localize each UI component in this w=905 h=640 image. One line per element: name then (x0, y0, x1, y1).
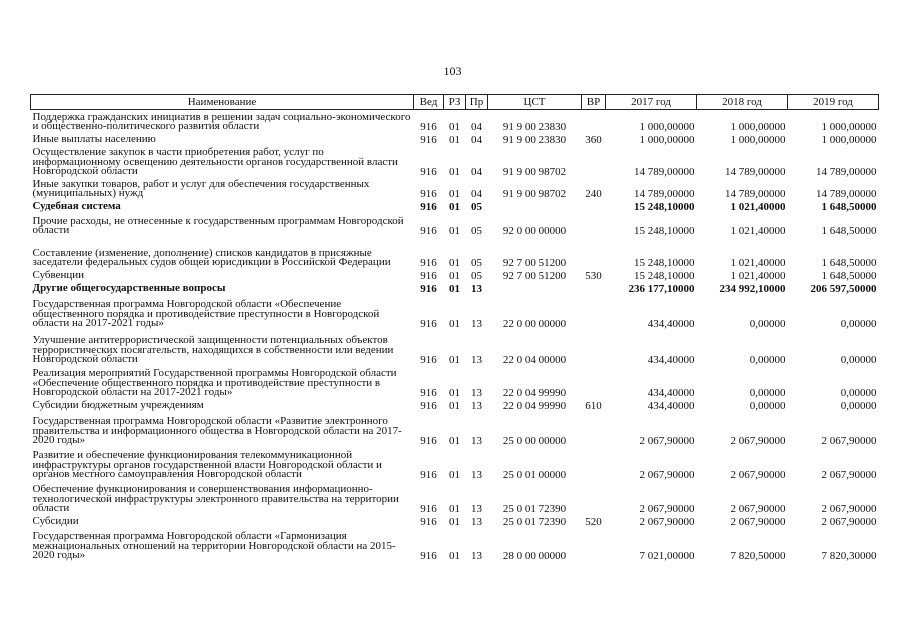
row-vr (582, 145, 606, 177)
row-vr (582, 110, 606, 132)
row-2018: 7 820,50000 (730, 549, 786, 562)
row-pr: 04 (471, 120, 482, 133)
row-2019: 206 597,50000 (810, 282, 877, 295)
row-rz: 01 (449, 165, 460, 178)
table-row (31, 365, 879, 398)
row-vr (582, 446, 606, 480)
row-cst: 25 0 01 72390 (502, 515, 567, 528)
row-ved: 916 (420, 187, 437, 200)
row-cst: 22 0 04 99990 (502, 386, 567, 399)
row-ved: 916 (420, 549, 437, 562)
header-vr: ВР (582, 95, 606, 110)
row-2018: 2 067,90000 (730, 434, 786, 447)
row-vr: 530 (585, 269, 602, 282)
row-2017: 15 248,10000 (634, 256, 695, 269)
table-row (31, 411, 879, 446)
table-row (31, 446, 879, 480)
header-rz: РЗ (444, 95, 466, 110)
header-2019: 2019 год (788, 95, 879, 110)
row-cst: 91 9 00 98702 (502, 187, 567, 200)
row-cst: 28 0 00 00000 (502, 549, 567, 562)
row-pr: 05 (471, 269, 482, 282)
row-2019: 1 648,50000 (821, 224, 877, 237)
row-2018: 1 000,00000 (730, 133, 786, 146)
row-pr: 05 (471, 256, 482, 269)
header-2018: 2018 год (697, 95, 788, 110)
row-cst: 25 0 01 00000 (502, 468, 567, 481)
row-rz: 01 (449, 434, 460, 447)
row-rz: 01 (449, 224, 460, 237)
row-pr: 05 (471, 224, 482, 237)
row-2017: 434,40000 (647, 353, 695, 366)
row-ved: 916 (420, 133, 437, 146)
row-rz: 01 (449, 386, 460, 399)
row-cst: 91 9 00 98702 (502, 165, 567, 178)
row-rz: 01 (449, 317, 460, 330)
table-row (31, 527, 879, 561)
row-2018: 0,00000 (749, 399, 786, 412)
row-pr: 13 (471, 353, 482, 366)
row-2017: 434,40000 (647, 317, 695, 330)
row-name: Государственная программа Новгородской области «Развитие электронного правительства и информационного общества в Новгородской области на 2017-2020 годы» (32, 415, 402, 446)
row-ved: 916 (420, 282, 437, 295)
row-2019: 1 000,00000 (821, 120, 877, 133)
row-2017: 2 067,90000 (639, 515, 695, 528)
table-row (31, 212, 879, 236)
header-name: Наименование (31, 95, 414, 110)
row-ved: 916 (420, 399, 437, 412)
row-2019: 14 789,00000 (816, 187, 877, 200)
table-row (31, 236, 879, 268)
row-2017: 434,40000 (647, 399, 695, 412)
row-cst (488, 281, 582, 294)
row-ved: 916 (420, 386, 437, 399)
row-name: Иные выплаты населению (32, 133, 156, 145)
table-row (31, 281, 879, 294)
row-vr (582, 480, 606, 514)
row-ved: 916 (420, 269, 437, 282)
row-pr: 13 (471, 399, 482, 412)
row-name: Государственная программа Новгородской области «Гармонизация межнациональных отношений на территории Новгородской области на 2015-2020 годы» (32, 530, 396, 561)
row-rz: 01 (449, 269, 460, 282)
row-2019: 1 000,00000 (821, 133, 877, 146)
row-rz: 01 (449, 187, 460, 200)
row-2017: 15 248,10000 (634, 269, 695, 282)
row-name: Составление (изменение, дополнение) списков кандидатов в присяжные заседатели федеральных судов общей юрисдикции в Российской Федерации (32, 246, 391, 268)
row-rz: 01 (449, 282, 460, 295)
row-2018: 0,00000 (749, 317, 786, 330)
row-2018: 1 021,40000 (730, 224, 786, 237)
table-row (31, 268, 879, 281)
row-ved: 916 (420, 224, 437, 237)
row-rz: 01 (449, 133, 460, 146)
row-2017: 2 067,90000 (639, 502, 695, 515)
row-2018: 1 021,40000 (730, 269, 786, 282)
row-2018: 234 992,10000 (719, 282, 786, 295)
header-row (31, 95, 879, 110)
row-2019: 0,00000 (840, 399, 877, 412)
row-ved: 916 (420, 515, 437, 528)
row-ved: 916 (420, 502, 437, 515)
row-name: Субсидии (32, 515, 79, 527)
row-2017: 15 248,10000 (634, 224, 695, 237)
row-2018: 2 067,90000 (730, 468, 786, 481)
row-2018: 1 021,40000 (730, 256, 786, 269)
row-2018: 0,00000 (749, 353, 786, 366)
row-rz: 01 (449, 120, 460, 133)
row-ved: 916 (420, 200, 437, 213)
row-pr: 13 (471, 282, 482, 295)
row-vr (582, 212, 606, 236)
row-vr (582, 411, 606, 446)
row-name: Поддержка гражданских инициатив в решении задач социально-экономического и общественно-политического развития области (32, 110, 411, 132)
header-pr: Пр (466, 95, 488, 110)
row-cst (488, 199, 582, 212)
row-vr (582, 281, 606, 294)
row-2019: 0,00000 (840, 317, 877, 330)
table-row (31, 480, 879, 514)
row-cst: 22 0 00 00000 (502, 317, 567, 330)
row-2018: 14 789,00000 (725, 187, 786, 200)
row-rz: 01 (449, 549, 460, 562)
row-rz: 01 (449, 399, 460, 412)
row-pr: 13 (471, 468, 482, 481)
row-2017: 434,40000 (647, 386, 695, 399)
table-row (31, 329, 879, 365)
row-vr: 520 (585, 515, 602, 528)
row-name: Субсидии бюджетным учреждениям (32, 399, 204, 411)
header-cst: ЦСТ (488, 95, 582, 110)
row-2018: 0,00000 (749, 386, 786, 399)
row-name: Субвенции (32, 269, 85, 281)
header-ved: Вед (414, 95, 444, 110)
row-ved: 916 (420, 353, 437, 366)
row-ved: 916 (420, 317, 437, 330)
row-pr: 13 (471, 515, 482, 528)
row-cst: 25 0 00 00000 (502, 434, 567, 447)
row-2019: 2 067,90000 (821, 434, 877, 447)
row-ved: 916 (420, 165, 437, 178)
row-pr: 04 (471, 133, 482, 146)
row-cst: 92 7 00 51200 (502, 269, 567, 282)
row-name: Другие общегосударственные вопросы (32, 282, 226, 294)
row-ved: 916 (420, 120, 437, 133)
row-2017: 1 000,00000 (639, 120, 695, 133)
row-rz: 01 (449, 200, 460, 213)
header-2017: 2017 год (606, 95, 697, 110)
row-2017: 2 067,90000 (639, 434, 695, 447)
row-pr: 13 (471, 434, 482, 447)
row-rz: 01 (449, 256, 460, 269)
row-ved: 916 (420, 468, 437, 481)
row-name: Осуществление закупок в части приобретения работ, услуг по информационному освещению деятельности органов государственной власти Новгородской области (32, 146, 398, 177)
table-row (31, 132, 879, 145)
row-rz: 01 (449, 515, 460, 528)
row-vr (582, 329, 606, 365)
row-name: Государственная программа Новгородской области «Обеспечение общественного порядка и противодействие преступности в Новгородской области на 2017-2021 годы» (32, 298, 380, 329)
row-2018: 14 789,00000 (725, 165, 786, 178)
table-row (31, 514, 879, 527)
row-2019: 0,00000 (840, 353, 877, 366)
table-row (31, 294, 879, 329)
row-2019: 2 067,90000 (821, 515, 877, 528)
table-body (31, 110, 879, 561)
row-2019: 1 648,50000 (821, 200, 877, 213)
table-row (31, 177, 879, 199)
row-name: Прочие расходы, не отнесенные к государственным программам Новгородской области (32, 214, 404, 236)
row-cst: 25 0 01 72390 (502, 502, 567, 515)
table-row (31, 199, 879, 212)
row-2017: 15 248,10000 (634, 200, 695, 213)
row-2019: 1 648,50000 (821, 256, 877, 269)
row-2017: 2 067,90000 (639, 468, 695, 481)
row-cst: 92 7 00 51200 (502, 256, 567, 269)
row-name: Обеспечение функционирования и совершенствования информационно-технологической инфраструктуры электронного правительства на территории области (32, 483, 399, 514)
row-pr: 04 (471, 187, 482, 200)
row-2017: 7 021,00000 (639, 549, 695, 562)
row-2018: 1 000,00000 (730, 120, 786, 133)
row-rz: 01 (449, 468, 460, 481)
row-rz: 01 (449, 502, 460, 515)
row-2017: 1 000,00000 (639, 133, 695, 146)
row-vr (582, 236, 606, 268)
row-2019: 14 789,00000 (816, 165, 877, 178)
row-rz: 01 (449, 353, 460, 366)
row-vr (582, 365, 606, 398)
table-row (31, 145, 879, 177)
budget-table (30, 94, 879, 561)
row-2019: 2 067,90000 (821, 468, 877, 481)
row-2019: 7 820,30000 (821, 549, 877, 562)
row-ved: 916 (420, 256, 437, 269)
row-name: Иные закупки товаров, работ и услуг для обеспечения государственных (муниципальных) нужд (32, 177, 370, 199)
row-2017: 14 789,00000 (634, 187, 695, 200)
row-ved: 916 (420, 434, 437, 447)
row-2019: 1 648,50000 (821, 269, 877, 282)
row-vr: 240 (585, 187, 602, 200)
row-name: Реализация мероприятий Государственной программы Новгородской области «Обеспечение общественного порядка и противодействие преступности в Новгородской области на 2017-2021 годы» (32, 367, 397, 398)
row-vr: 610 (585, 399, 602, 412)
row-pr: 04 (471, 165, 482, 178)
row-vr (582, 527, 606, 561)
row-pr: 13 (471, 386, 482, 399)
row-vr (582, 294, 606, 329)
row-2019: 2 067,90000 (821, 502, 877, 515)
row-cst: 22 0 04 00000 (502, 353, 567, 366)
row-2018: 1 021,40000 (730, 200, 786, 213)
row-vr: 360 (585, 133, 602, 146)
row-cst: 22 0 04 99990 (502, 399, 567, 412)
row-2017: 14 789,00000 (634, 165, 695, 178)
row-cst: 92 0 00 00000 (502, 224, 567, 237)
row-name: Развитие и обеспечение функционирования телекоммуникационной инфраструктуры органов государственной власти Новгородской области и органов местного самоуправления Новгородской области (32, 449, 382, 480)
row-pr: 13 (471, 317, 482, 330)
row-2019: 0,00000 (840, 386, 877, 399)
table-row (31, 110, 879, 132)
row-2018: 2 067,90000 (730, 502, 786, 515)
row-cst: 91 9 00 23830 (502, 120, 567, 133)
table-row (31, 398, 879, 411)
row-pr: 13 (471, 502, 482, 515)
row-2017: 236 177,10000 (628, 282, 695, 295)
row-pr: 13 (471, 549, 482, 562)
row-name: Улучшение антитеррористической защищенности потенциальных объектов террористических посягательств, находящихся в собственности или ведении Новгородской области (32, 334, 394, 365)
row-name: Судебная система (32, 200, 121, 212)
row-vr (582, 199, 606, 212)
page-number: 103 (443, 64, 462, 78)
row-pr: 05 (471, 200, 482, 213)
row-2018: 2 067,90000 (730, 515, 786, 528)
row-cst: 91 9 00 23830 (502, 133, 567, 146)
